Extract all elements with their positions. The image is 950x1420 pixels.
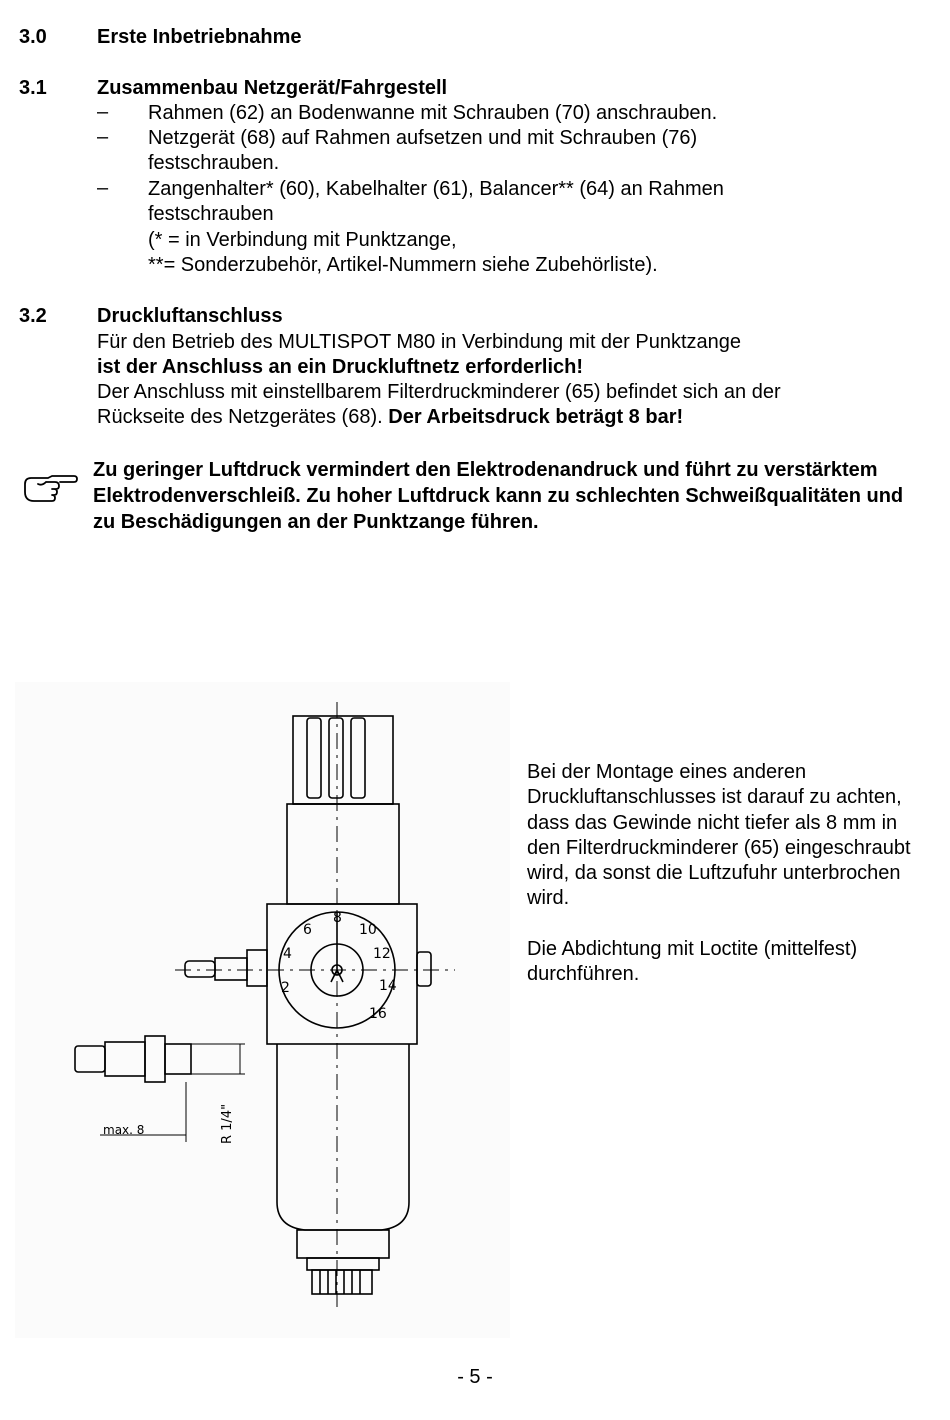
section-3-2-title: Druckluftanschluss xyxy=(97,305,283,327)
working-pressure-text: Der Arbeitsdruck beträgt 8 bar! xyxy=(388,406,684,428)
pressure-text: Rückseite des Netzgerätes (68). xyxy=(97,406,389,428)
compressed-air-text-line: Der Anschluss mit einstellbarem Filterdruckminderer (65) befindet sich an der xyxy=(97,381,781,403)
max-depth-label: max. 8 xyxy=(103,1123,145,1137)
list-item-line: Zangenhalter* (60), Kabelhalter (61), Balancer** (64) an Rahmen xyxy=(148,178,724,200)
gauge-label: 10 xyxy=(359,922,377,938)
pointing-hand-icon xyxy=(22,474,78,510)
list-item-line: Rahmen (62) an Bodenwanne mit Schrauben (70) anschrauben. xyxy=(148,102,718,124)
thread-label: R 1/4" xyxy=(220,1103,235,1144)
list-item-line: Netzgerät (68) auf Rahmen aufsetzen und mit Schrauben (76) xyxy=(148,127,698,149)
section-3-0-number: 3.0 xyxy=(19,26,47,48)
compressed-air-required-line: ist der Anschluss an ein Druckluftnetz erforderlich! xyxy=(97,356,584,378)
gauge-label: 8 xyxy=(333,910,342,926)
mounting-instructions: Bei der Montage eines anderen Druckluftanschlusses ist darauf zu achten, dass das Gewinde nicht tiefer als 8 mm in den Filterdruckminderer (65) eingeschraubt wird, da sonst die Luftzufuhr unterbrochen wird. xyxy=(527,761,911,910)
filter-regulator-drawing xyxy=(15,682,510,1344)
page-number: - 5 - xyxy=(457,1366,493,1388)
list-dash: – xyxy=(97,126,109,148)
gauge-label: 12 xyxy=(373,946,391,962)
list-item-line: festschrauben. xyxy=(148,152,280,174)
section-3-1-title: Zusammenbau Netzgerät/Fahrgestell xyxy=(97,77,448,99)
compressed-air-text-line: Für den Betrieb des MULTISPOT M80 in Verbindung mit der Punktzange xyxy=(97,331,742,353)
list-item-line: **= Sonderzubehör, Artikel-Nummern siehe Zubehörliste). xyxy=(148,254,658,276)
section-3-0-title: Erste Inbetriebnahme xyxy=(97,26,302,48)
section-3-2-number: 3.2 xyxy=(19,305,47,327)
list-dash: – xyxy=(97,101,109,123)
sealing-instructions: Die Abdichtung mit Loctite (mittelfest) durchführen. xyxy=(527,937,858,986)
list-item-line: festschrauben xyxy=(148,203,274,225)
gauge-label: 6 xyxy=(303,922,312,938)
section-3-1-number: 3.1 xyxy=(19,77,47,99)
compressed-air-text-line xyxy=(97,405,683,430)
gauge-label: 4 xyxy=(283,946,292,962)
list-item-line: (* = in Verbindung mit Punktzange, xyxy=(148,229,457,251)
gauge-label: 16 xyxy=(369,1006,387,1022)
gauge-label: 2 xyxy=(281,980,290,996)
list-dash: – xyxy=(97,177,109,199)
gauge-label: 14 xyxy=(379,978,397,994)
warning-note: Zu geringer Luftdruck vermindert den Elektrodenandruck und führt zu verstärktem Elektrodenverschleiß. Zu hoher Luftdruck kann zu schlechten Schweißqualitäten und zu Beschädigungen an der Punktzange führen. xyxy=(93,459,904,533)
side-text xyxy=(527,760,927,987)
